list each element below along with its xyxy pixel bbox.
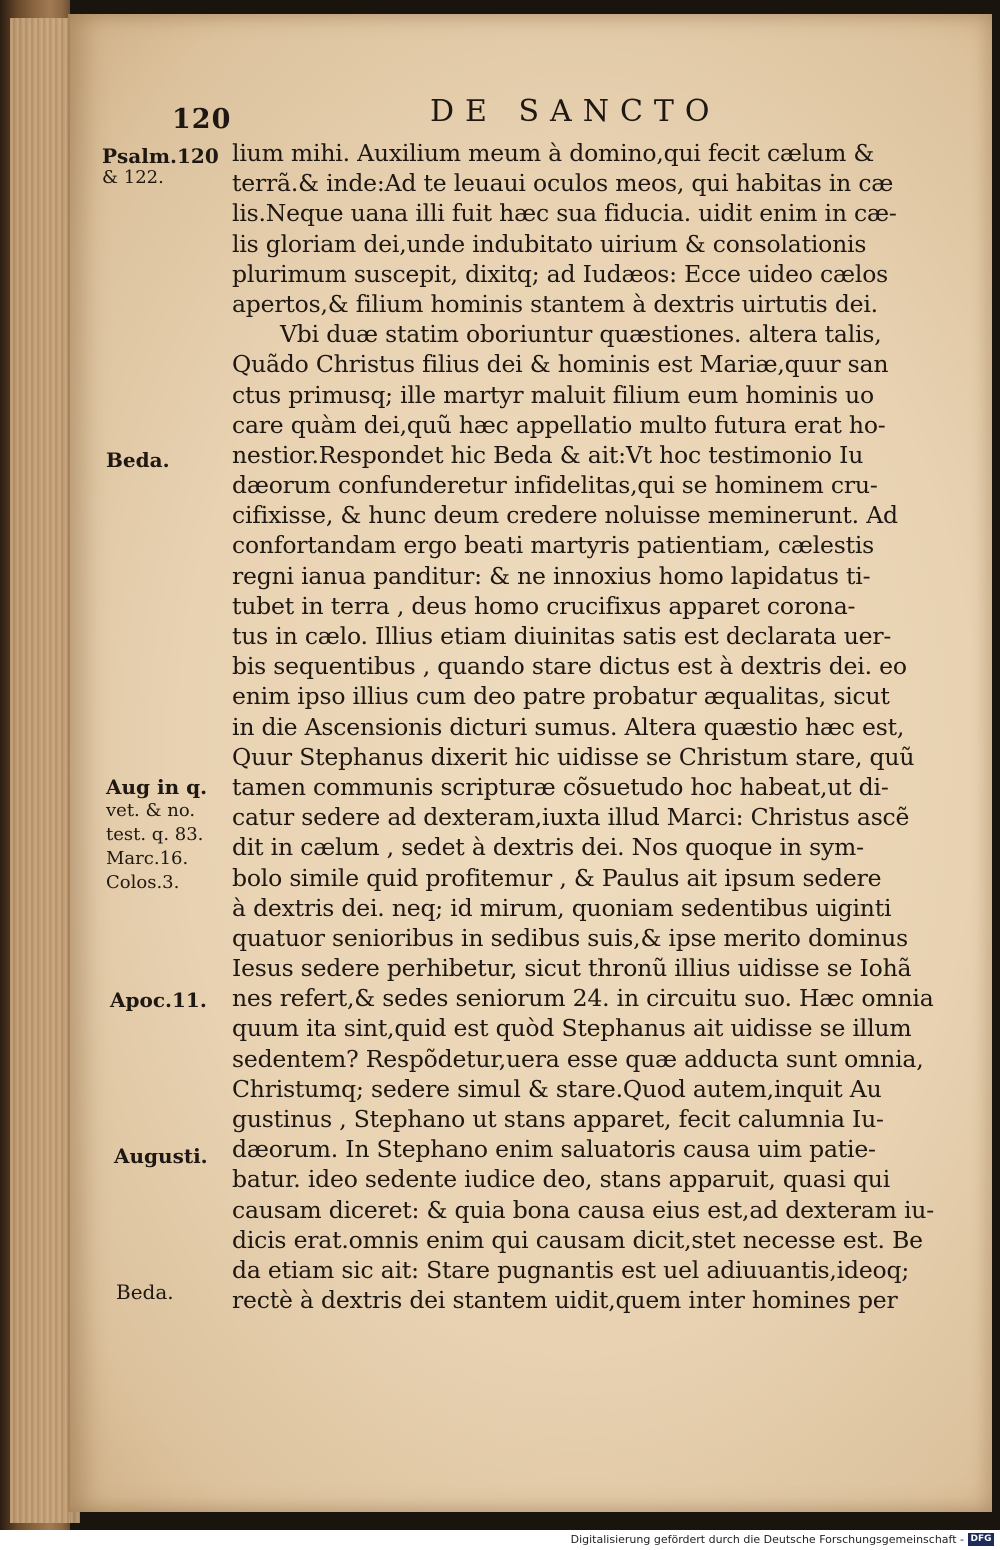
text-line: bolo simile quid profitemur , & Paulus ait ipsum sedere — [232, 863, 882, 892]
text-line: confortandam ergo beati martyris patientiam, cælestis — [232, 531, 875, 560]
text-line: Christumq; sedere simul & stare.Quod autem,inquit Au — [232, 1074, 882, 1103]
text-line: cifixisse, & hunc deum credere noluisse meminerunt. Ad — [232, 501, 898, 530]
margin-note-beda: Beda. — [106, 448, 170, 472]
text-line: dicis erat.omnis enim qui causam dicit,stet necesse est. Be — [232, 1225, 923, 1254]
text-line: plurimum suscepit, dixitq; ad Iudæos: Ecce uideo cælos — [232, 259, 889, 288]
text-line: regni ianua panditur: & ne innoxius homo lapidatus ti- — [232, 561, 871, 590]
text-line: ctus primusq; ille martyr maluit filium eum hominis uo — [232, 380, 874, 409]
text-line: dæorum confunderetur infidelitas,qui se hominem cru- — [232, 471, 878, 500]
text-line: Vbi duæ statim oboriuntur quæstiones. altera talis, — [280, 320, 882, 349]
text-line: à dextris dei. neq; id mirum, quoniam sedentibus uiginti — [232, 893, 892, 922]
text-line: dit in cælum , sedet à dextris dei. Nos quoque in sym- — [232, 833, 864, 862]
text-line: lis gloriam dei,unde indubitato uirium & consolationis — [232, 229, 867, 258]
text-line: da etiam sic ait: Stare pugnantis est uel adiuuantis,ideoq; — [232, 1255, 910, 1284]
text-line: catur sedere ad dexteram,iuxta illud Marci: Christus ascẽ — [232, 803, 910, 832]
text-line: tamen communis scripturæ cõsuetudo hoc habeat,ut di- — [232, 772, 889, 801]
text-line: lis.Neque uana illi fuit hæc sua fiducia. uidit enim in cæ- — [232, 199, 897, 228]
margin-note-aug — [106, 776, 207, 894]
text-line: Iesus sedere perhibetur, sicut thronũ illius uidisse se Iohã — [232, 954, 912, 983]
text-line: quatuor senioribus in sedibus suis,& ipse merito dominus — [232, 923, 908, 952]
margin-note-sub: vet. & no. test. q. 83. Marc.16. Colos.3. — [106, 800, 204, 893]
page-number: 120 — [172, 104, 232, 135]
dfg-logo: DFG — [968, 1533, 994, 1546]
text-line: care quàm dei,quũ hæc appellatio multo futura erat ho- — [232, 410, 886, 439]
text-line: sedentem? Respõdetur,uera esse quæ adducta sunt omnia, — [232, 1044, 924, 1073]
text-line: nes refert,& sedes seniorum 24. in circuitu suo. Hæc omnia — [232, 984, 934, 1013]
text-line: rectè à dextris dei stantem uidit,quem inter homines per — [232, 1286, 898, 1315]
funding-credit: Digitalisierung gefördert durch die Deutsche Forschungsgemeinschaft - — [570, 1533, 964, 1546]
margin-note-psalm — [102, 146, 219, 188]
text-line: nestior.Respondet hic Beda & ait:Vt hoc testimonio Iu — [232, 440, 864, 469]
text-line: bis sequentibus , quando stare dictus est à dextris dei. eo — [232, 652, 907, 681]
margin-note-augusti: Augusti. — [114, 1144, 208, 1168]
text-line: terrã.& inde:Ad te leuaui oculos meos, qui habitas in cæ — [232, 169, 894, 198]
margin-note-apoc: Apoc.11. — [110, 988, 207, 1012]
margin-note-sub: & 122. — [102, 167, 164, 188]
text-line: apertos,& filium hominis stantem à dextris uirtutis dei. — [232, 289, 878, 318]
text-line: Quãdo Christus filius dei & hominis est Mariæ,quur san — [232, 350, 889, 379]
text-line: tubet in terra , deus homo crucifixus apparet corona- — [232, 591, 856, 620]
body-text — [232, 138, 947, 1315]
text-line: quum ita sint,quid est quòd Stephanus ait uidisse se illum — [232, 1014, 912, 1043]
margin-note-label: Psalm.120 — [102, 144, 219, 168]
text-line: Quur Stephanus dixerit hic uidisse se Christum stare, quũ — [232, 742, 915, 771]
text-line: gustinus , Stephano ut stans apparet, fecit calumnia Iu- — [232, 1105, 884, 1133]
text-line: enim ipso illius cum deo patre probatur æqualitas, sicut — [232, 682, 890, 711]
text-line: batur. ideo sedente iudice deo, stans apparuit, quasi qui — [232, 1165, 891, 1194]
text-line: tus in cælo. Illius etiam diuinitas satis est declarata uer- — [232, 622, 892, 650]
text-line: dæorum. In Stephano enim saluatoris causa uim patie- — [232, 1135, 876, 1164]
margin-note-label: Aug in q. — [106, 775, 208, 799]
margin-note-beda-2: Beda. — [116, 1280, 174, 1304]
text-line: lium mihi. Auxilium meum à domino,qui fecit cælum & — [232, 139, 875, 167]
running-head: DE SANCTO — [430, 94, 721, 129]
text-line: causam diceret: & quia bona causa eius est,ad dexteram iu- — [232, 1195, 934, 1224]
text-line: in die Ascensionis dicturi sumus. Altera quæstio hæc est, — [232, 712, 905, 741]
